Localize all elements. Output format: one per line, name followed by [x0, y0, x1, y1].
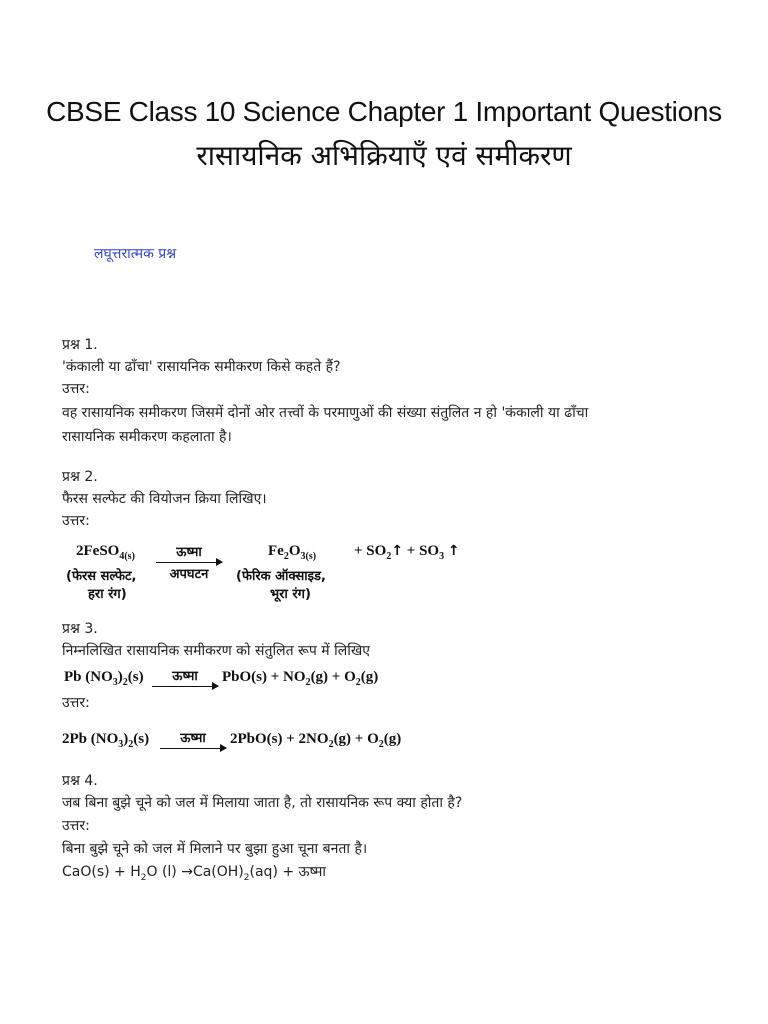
question-1-text: 'कंकाली या ढाँचा' रासायनिक समीकरण किसे कहते हैं? — [62, 359, 341, 375]
eq3-arrow-top: ऊष्मा — [172, 669, 198, 685]
answer-4-label: उत्तर: — [62, 818, 90, 834]
question-4-label: प्रश्न 4. — [62, 773, 98, 789]
eq3b-right: $2PbO(s) + 2NO_2(g) + O_2(g)$ — [230, 731, 402, 750]
question-2-label: प्रश्न 2. — [62, 469, 98, 485]
eq2-arrow-bottom: अपघटन — [169, 567, 209, 583]
question-3-text: निम्नलिखित रासायनिक समीकरण को संतुलित रूप में लिखिए — [62, 643, 371, 659]
answer-1-label: उत्तर: — [62, 381, 90, 397]
eq3b-arrow — [160, 731, 226, 755]
page-subtitle: रासायनिक अभिक्रियाएँ एवं समीकरण — [196, 139, 572, 172]
answer-1-line-2: रासायनिक समीकरण कहलाता है। — [62, 429, 232, 445]
eq2-product-name-1: (फेरिक ऑक्साइड, — [236, 569, 326, 584]
eq3-arrow — [152, 669, 218, 693]
eq3-left: Pb $(NO_3)_2(s)$ — [64, 669, 144, 688]
eq3b-left: 2Pb $(NO_3)_2(s)$ — [62, 731, 150, 750]
answer-4-equation: $CaO(s) + H_2O$ $(l) \to Ca(OH)_2(aq)$ + ऊष्मा — [62, 864, 326, 883]
section-link-short-answer[interactable]: लघूत्तरात्मक प्रश्न — [94, 246, 177, 262]
answer-3-label: उत्तर: — [62, 695, 90, 711]
page-title: CBSE Class 10 Science Chapter 1 Important Questions — [46, 96, 722, 127]
question-3-label: प्रश्न 3. — [62, 621, 98, 637]
eq3b-arrow-top: ऊष्मा — [180, 731, 206, 747]
question-2-text: फैरस सल्फेट की वियोजन क्रिया लिखिए। — [62, 491, 267, 507]
eq2-arrow-top: ऊष्मा — [176, 545, 202, 561]
eq2-product-name-2: भूरा रंग) — [270, 587, 311, 602]
eq3-right: $PbO(s) + NO_2(g) + O_2(g)$ — [222, 669, 379, 688]
question-4-text: जब बिना बुझे चूने को जल में मिलाया जाता है, तो रासायनिक रूप क्या होता है? — [62, 795, 463, 811]
answer-1-line-1: वह रासायनिक समीकरण जिसमें दोनों ओर तत्त्वों के परमाणुओं की संख्या संतुलित न हो 'कंकाली या ढाँचा — [62, 405, 589, 421]
eq2-reactant: 2FeSO$_{4(s)}$ — [76, 543, 135, 562]
eq2-gases: + $SO_2↑ + SO_3$ ↑ — [354, 543, 460, 562]
answer-4-text: बिना बुझे चूने को जल में मिलाने पर बुझा हुआ चूना बनता है। — [62, 841, 368, 857]
eq2-arrow — [156, 545, 222, 583]
eq2-reactant-name-1: (फेरस सल्फेट, — [66, 569, 137, 584]
eq2-reactant-name-2: हरा रंग) — [88, 587, 127, 602]
question-1-label: प्रश्न 1. — [62, 337, 98, 353]
eq2-product: $Fe_2O_{3(s)}$ — [268, 543, 317, 562]
answer-2-label: उत्तर: — [62, 513, 90, 529]
